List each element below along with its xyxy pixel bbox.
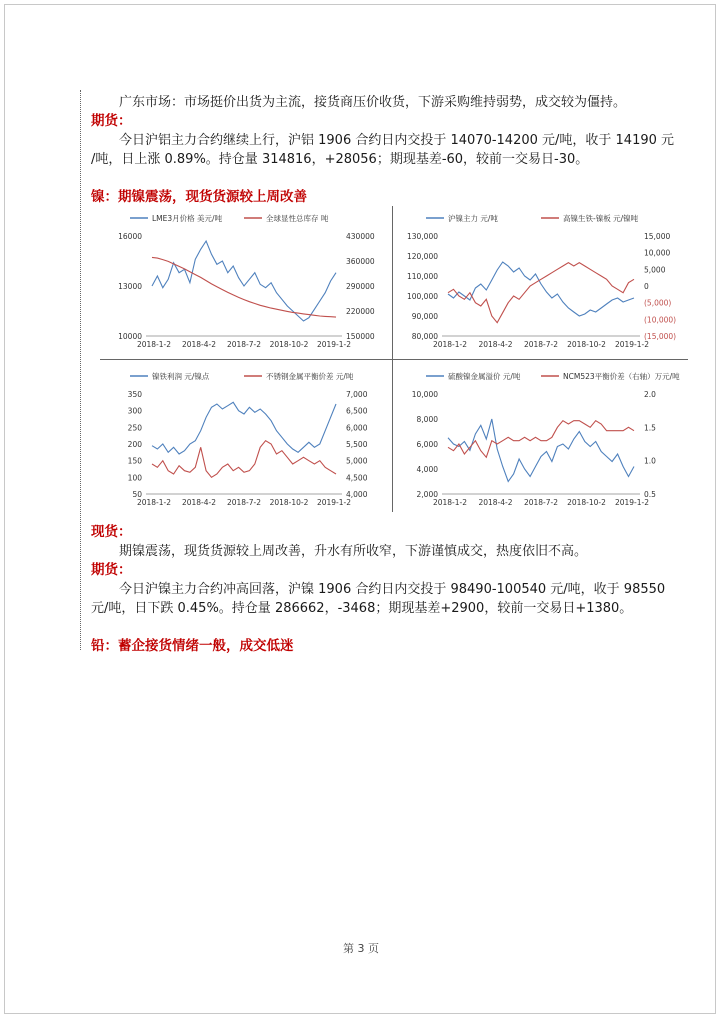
y-tick-left: 90,000 [411, 312, 438, 321]
y-tick-left: 80,000 [411, 332, 438, 341]
legend-label: 硫酸镍金属溢价 元/吨 [448, 372, 521, 381]
chart-divider-horizontal [100, 359, 688, 360]
pb-heading: 铅：蓄企接货情绪一般，成交低迷 [91, 638, 294, 654]
chart-nickel-sulfate [396, 364, 686, 514]
series-line [448, 421, 634, 458]
x-tick: 2018-4-2 [181, 340, 217, 349]
ni-heading: 镍：期镍震荡，现货货源较上周改善 [91, 189, 307, 205]
y-tick-left: 10000 [118, 332, 142, 341]
series-line [152, 257, 336, 317]
x-tick: 2018-10-2 [269, 498, 309, 507]
spot-label: 现货： [91, 524, 132, 540]
x-tick: 2018-1-2 [432, 340, 468, 349]
y-tick-right: (15,000) [644, 332, 677, 341]
y-tick-left: 13000 [118, 282, 142, 291]
y-tick-left: 100,000 [406, 292, 438, 301]
series-line [152, 402, 336, 454]
y-tick-right: 4,000 [346, 490, 368, 499]
y-tick-left: 120,000 [406, 252, 438, 261]
y-tick-left: 300 [127, 406, 142, 416]
x-tick: 2018-7-2 [226, 340, 262, 349]
margin-rule [80, 90, 81, 650]
y-tick-right: 220000 [346, 307, 375, 316]
y-tick-left: 2,000 [416, 490, 438, 499]
y-tick-right: 0 [644, 282, 649, 291]
x-tick: 2018-10-2 [567, 498, 606, 507]
y-tick-right: 0.5 [644, 490, 656, 499]
y-tick-right: (10,000) [644, 315, 677, 325]
y-tick-right: 430000 [346, 232, 375, 241]
y-tick-right: 5,000 [346, 456, 368, 466]
x-tick: 2019-1-2 [614, 498, 650, 507]
x-tick: 2018-10-2 [269, 340, 309, 349]
y-tick-right: 7,000 [346, 390, 368, 399]
y-tick-right: 10,000 [644, 248, 671, 258]
chart-ni-spread [396, 206, 686, 356]
y-tick-right: 6,000 [346, 423, 368, 433]
y-tick-left: 350 [127, 390, 142, 399]
chart-nife-profit [100, 364, 388, 514]
y-tick-left: 250 [127, 423, 142, 433]
chart-lme-inventory [100, 206, 388, 356]
y-tick-left: 4,000 [416, 465, 438, 474]
para-guangdong: 广东市场：市场挺价出货为主流，接货商压价收货，下游采购维持弱势，成交较为僵持。 [119, 95, 627, 110]
page-number: 第 3 页 [343, 942, 379, 955]
legend-label: 高镍生铁-镍板 元/镍吨 [563, 214, 639, 223]
legend-label: 不锈钢金属平衡价差 元/吨 [266, 372, 354, 381]
y-tick-right: 150000 [346, 332, 375, 341]
y-tick-left: 50 [132, 490, 142, 499]
x-tick: 2019-1-2 [614, 340, 650, 349]
y-tick-left: 110,000 [406, 272, 438, 281]
y-tick-left: 16000 [118, 232, 142, 241]
series-line [152, 441, 336, 478]
y-tick-right: 290000 [346, 282, 375, 291]
x-tick: 2018-4-2 [478, 340, 513, 349]
y-tick-left: 130,000 [406, 232, 438, 241]
series-line [152, 241, 336, 321]
y-tick-left: 200 [127, 440, 142, 449]
x-tick: 2018-1-2 [136, 498, 172, 507]
x-tick: 2018-7-2 [226, 498, 262, 507]
x-tick: 2019-1-2 [316, 498, 352, 507]
y-tick-right: 5,500 [346, 440, 368, 449]
al-futures-line1: 今日沪铝主力合约继续上行，沪铝 1906 合约日内交投于 14070-14200 元/吨，收于 14190 元 [119, 133, 675, 148]
al-futures-line2: /吨，日上涨 0.89%。持仓量 314816，+28056；期现基差-60，较前一交易日-30。 [91, 152, 589, 167]
y-tick-right: 2.0 [644, 390, 656, 399]
y-tick-right: 1.5 [644, 423, 656, 433]
y-tick-right: 15,000 [644, 232, 671, 241]
x-tick: 2018-4-2 [181, 498, 217, 507]
y-tick-right: 360000 [346, 257, 375, 266]
legend-label: LME3月价格 美元/吨 [152, 214, 223, 223]
x-tick: 2018-1-2 [432, 498, 468, 507]
series-line [448, 419, 634, 482]
legend-label: NCM523平衡价差（右轴）万元/吨 [563, 372, 680, 381]
y-tick-left: 150 [127, 456, 142, 466]
y-tick-right: 1.0 [644, 456, 656, 466]
y-tick-right: 5,000 [644, 265, 666, 275]
futures-label: 期货： [91, 113, 132, 129]
x-tick: 2018-4-2 [478, 498, 513, 507]
ni-futures-line1: 今日沪镍主力合约冲高回落，沪镍 1906 合约日内交投于 98490-100540 元/吨，收于 98550 [119, 582, 666, 597]
y-tick-right: 4,500 [346, 473, 368, 483]
ni-futures-line2: 元/吨，日下跌 0.45%。持仓量 286662，-3468；期现基差+2900，较前一交易日+1380。 [91, 601, 633, 616]
legend-label: 镍铁利润 元/镍点 [152, 372, 210, 381]
y-tick-left: 6,000 [416, 440, 438, 449]
x-tick: 2018-7-2 [523, 498, 559, 507]
y-tick-right: 6,500 [346, 406, 368, 416]
x-tick: 2018-1-2 [136, 340, 172, 349]
y-tick-left: 100 [127, 473, 142, 483]
y-tick-left: 8,000 [416, 415, 438, 424]
x-tick: 2018-10-2 [567, 340, 606, 349]
series-line [448, 263, 634, 323]
legend-label: 沪镍主力 元/吨 [448, 214, 498, 223]
y-tick-right: (5,000) [644, 298, 672, 308]
futures-label: 期货： [91, 562, 132, 578]
y-tick-left: 10,000 [411, 390, 438, 399]
legend-label: 全球显性总库存 吨 [266, 214, 329, 223]
x-tick: 2019-1-2 [316, 340, 352, 349]
series-line [448, 262, 634, 316]
ni-spot-text: 期镍震荡，现货货源较上周改善，升水有所收窄，下游谨慎成交，热度依旧不高。 [119, 544, 588, 559]
x-tick: 2018-7-2 [523, 340, 559, 349]
